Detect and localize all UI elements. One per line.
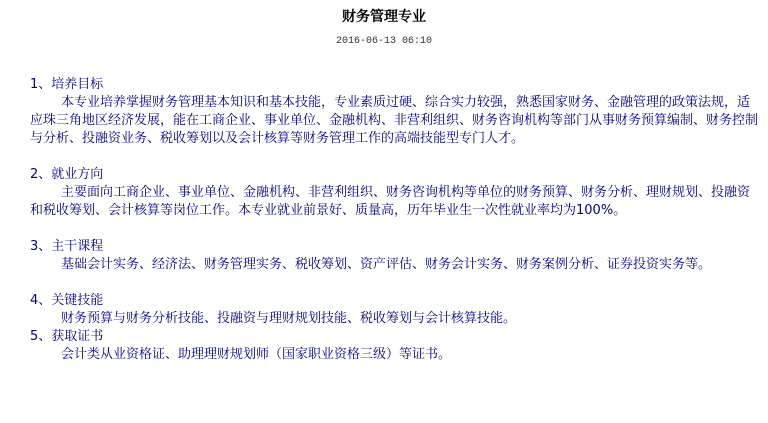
section-heading: 5、获取证书	[30, 329, 104, 344]
article-body	[30, 76, 760, 364]
section-training-goal	[30, 76, 760, 148]
section-paragraph: 会计类从业资格证、助理理财规划师（国家职业资格三级）等证书。	[61, 347, 452, 362]
section-heading: 2、就业方向	[30, 167, 104, 182]
section-heading: 4、关键技能	[30, 293, 104, 308]
publish-date: 2016-06-13 06:10	[335, 36, 432, 47]
section-heading: 3、主干课程	[30, 239, 104, 254]
section-employment	[30, 166, 760, 220]
section-paragraph: 本专业培养掌握财务管理基本知识和基本技能，专业素质过硬、综合实力较强，熟悉国家财务、金融管理的政策法规，适应珠三角地区经济发展，能在工商企业、事业单位、金融机构、非营利组织、财务咨询机构等部门从事财务预算编制、财务控制与分析、投融资业务、税收筹划以及会计核算等财务管理工作的高端技能型专门人才。	[30, 95, 759, 146]
section-certificates	[30, 328, 760, 364]
section-heading: 1、培养目标	[30, 77, 104, 92]
section-paragraph: 财务预算与财务分析技能、投融资与理财规划技能、税收筹划与会计核算技能。	[61, 311, 517, 326]
page-title: 财务管理专业	[342, 9, 426, 25]
section-paragraph: 基础会计实务、经济法、财务管理实务、税收筹划、资产评估、财务会计实务、财务案例分析、证券投资实务等。	[61, 257, 712, 272]
section-key-skills	[30, 292, 760, 328]
section-core-courses	[30, 238, 760, 274]
section-paragraph: 主要面向工商企业、事业单位、金融机构、非营利组织、财务咨询机构等单位的财务预算、财务分析、理财规划、投融资和税收筹划、会计核算等岗位工作。本专业就业前景好、质量高，历年毕业生一次性就业率均为100%。	[30, 185, 751, 218]
